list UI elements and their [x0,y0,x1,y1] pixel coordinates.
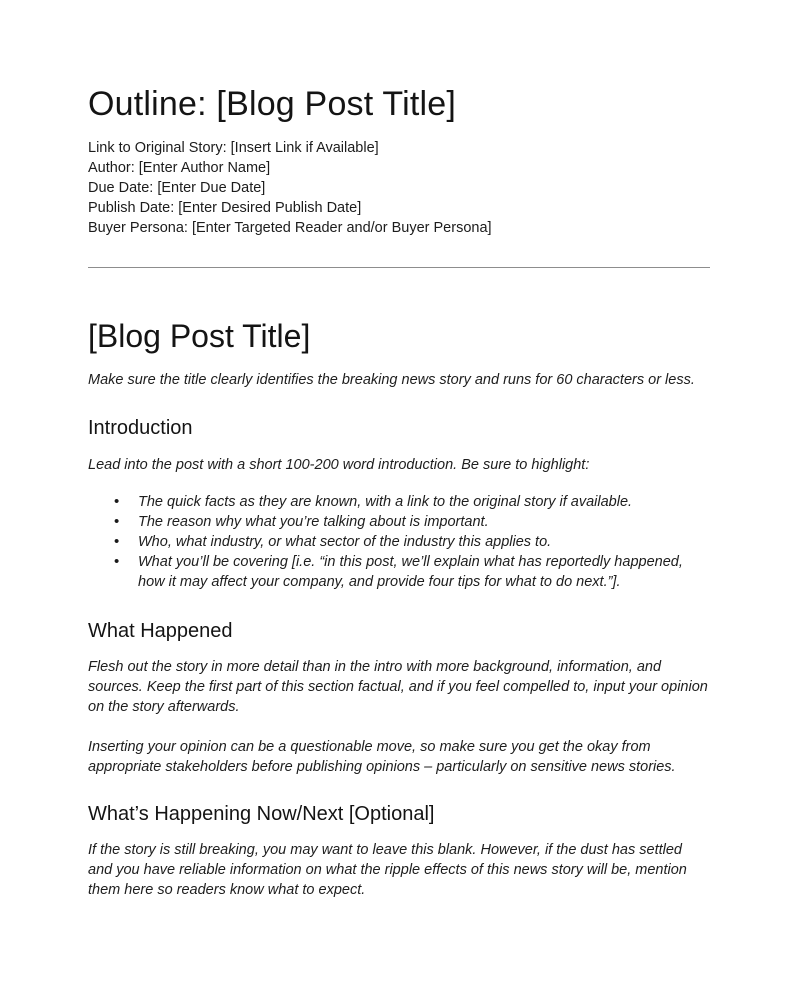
what-happened-paragraph-1: Flesh out the story in more detail than in the intro with more background, information, and sources. Keep the first part of this section factual, and if you feel compelled to, input your opinion on the story afterwards. [88,659,708,715]
meta-line-publish-date: Publish Date: [Enter Desired Publish Date] [88,200,362,216]
section-heading-what-happened: What Happened [88,620,233,642]
bullet-what-covering: • What you’ll be covering [i.e. “in this post, we’ll explain what has reportedly happened, how it may affect your company, and provide four tips for what to do next.”]. [88,552,710,592]
outline-meta-block [88,138,710,238]
bullet-reason-important: • The reason why what you’re talking about is important. [88,512,710,532]
meta-line-original-story: Link to Original Story: [Insert Link if Available] [88,140,379,156]
bullet-quick-facts: • The quick facts as they are known, with a link to the original story if available. [88,492,710,512]
outline-title: Outline: [Blog Post Title] [88,85,457,123]
blog-post-title: [Blog Post Title] [88,318,311,354]
bullet-who-industry: • Who, what industry, or what sector of the industry this applies to. [88,532,710,552]
meta-line-due-date: Due Date: [Enter Due Date] [88,180,266,196]
meta-line-author: Author: [Enter Author Name] [88,160,271,176]
section-heading-introduction: Introduction [88,417,193,439]
now-next-paragraph: If the story is still breaking, you may want to leave this blank. However, if the dust has settled and you have reliable information on what the ripple effects of this news story will be, mention them here so readers know what to expect. [88,842,687,898]
introduction-bullet-list [88,492,710,592]
introduction-lead: Lead into the post with a short 100-200 word introduction. Be sure to highlight: [88,457,590,473]
horizontal-divider [88,267,710,268]
what-happened-paragraph-2: Inserting your opinion can be a questionable move, so make sure you get the okay from appropriate stakeholders before publishing opinions – particularly on sensitive news stories. [88,739,676,775]
meta-line-buyer-persona: Buyer Persona: [Enter Targeted Reader and/or Buyer Persona] [88,220,492,236]
section-heading-now-next: What’s Happening Now/Next [Optional] [88,803,435,825]
blog-post-title-note: Make sure the title clearly identifies the breaking news story and runs for 60 characters or less. [88,372,695,388]
